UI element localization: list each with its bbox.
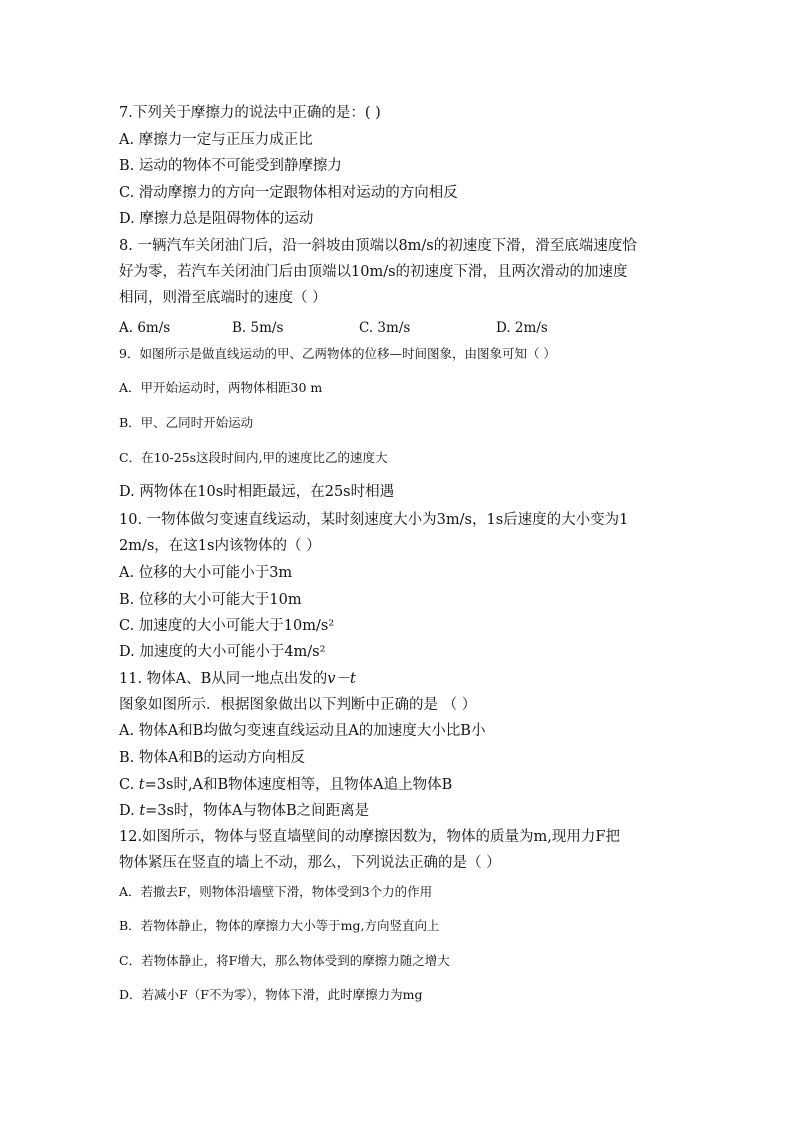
q11-option-c-italic: t (138, 777, 145, 793)
q12-option-a: A．若撤去F，则物体沿墙壁下滑，物体受到3个力的作用 (119, 884, 433, 899)
q10-option-d: D. 加速度的大小可能小于4m/s² (119, 644, 326, 660)
q11-option-a: A. 物体A和B均做匀变速直线运动且A的加速度大小比B小 (119, 723, 486, 739)
q9-option-d: D. 两物体在10s时相距最远，在25s时相遇 (119, 484, 395, 500)
q8-stem-line-1: 8. 一辆汽车关闭油门后，沿一斜坡由顶端以8m/s的初速度下滑，滑至底端速度恰 (119, 238, 637, 254)
q11-option-b: B. 物体A和B的运动方向相反 (119, 750, 305, 766)
q11-option-d-rest: =3s时，物体A与物体B之间距离是 (145, 803, 370, 819)
q8-stem-line-2: 好为零，若汽车关闭油门后由顶端以10m/s的初速度下滑，且两次滑动的加速度 (119, 264, 628, 280)
q12-stem-line-1: 12.如图所示，物体与竖直墙壁间的动摩擦因数为，物体的质量为m,现用力F把 (119, 829, 620, 845)
q12-option-d: D．若减小F（F不为零），物体下滑，此时摩擦力为mg (119, 987, 423, 1002)
q10-stem-line-2: 2m/s，在这1s内该物体的（ ） (119, 538, 321, 554)
q7-option-c: C. 滑动摩擦力的方向一定跟物体相对运动的方向相反 (119, 185, 458, 201)
q12-option-c: C．若物体静止，将F增大，那么物体受到的摩擦力随之增大 (119, 953, 450, 968)
q7-option-b: B. 运动的物体不可能受到静摩擦力 (119, 158, 342, 174)
q7-option-d: D. 摩擦力总是阻碍物体的运动 (119, 211, 314, 227)
q11-stem-italic: v－t (327, 671, 356, 687)
q11-stem-line-2: 图象如图所示．根据图象做出以下判断中正确的是 （ ） (119, 697, 477, 713)
q7-stem: 7.下列关于摩擦力的说法中正确的是：( ) (119, 105, 381, 121)
q7-option-a: A. 摩擦力一定与正压力成正比 (119, 132, 313, 148)
q11-option-d-prefix: D. (119, 803, 140, 819)
q10-option-a: A. 位移的大小可能小于3m (119, 565, 293, 581)
q9-stem: 9．如图所示是做直线运动的甲、乙两物体的位移—时间图象，由图象可知（ ） (119, 346, 556, 361)
q11-option-c-rest: =3s时,A和B物体速度相等，且物体A追上物体B (144, 777, 453, 793)
q8-option-d: D. 2m/s (496, 320, 548, 336)
q12-option-b: B．若物体静止，物体的摩擦力大小等于mg,方向竖直向上 (119, 918, 440, 933)
q11-option-c (119, 778, 452, 793)
q8-option-c: C. 3m/s (359, 320, 411, 336)
q9-option-a: A．甲开始运动时，两物体相距30 m (119, 380, 323, 395)
q10-option-b: B. 位移的大小可能大于10m (119, 592, 302, 608)
q11-stem-line-1 (119, 672, 356, 687)
q12-stem-line-2: 物体紧压在竖直的墙上不动，那么，下列说法正确的是（ ） (119, 855, 501, 871)
q8-option-b: B. 5m/s (232, 320, 284, 336)
q8-option-a: A. 6m/s (119, 320, 171, 336)
q11-stem-prefix: 11. 物体A、B从同一地点出发的 (119, 671, 328, 687)
q11-option-d (119, 804, 369, 819)
q10-stem-line-1: 10. 一物体做匀变速直线运动，某时刻速度大小为3m/s，1s后速度的大小变为1 (119, 512, 629, 528)
q10-option-c: C. 加速度的大小可能大于10m/s² (119, 618, 335, 634)
q9-option-c: C．在10-25s这段时间内,甲的速度比乙的速度大 (119, 450, 388, 465)
q11-option-c-prefix: C. (119, 777, 139, 793)
q9-option-b: B．甲、乙同时开始运动 (119, 415, 254, 430)
q8-stem-line-3: 相同，则滑至底端时的速度（ ） (119, 290, 327, 306)
q11-option-d-italic: t (139, 803, 146, 819)
